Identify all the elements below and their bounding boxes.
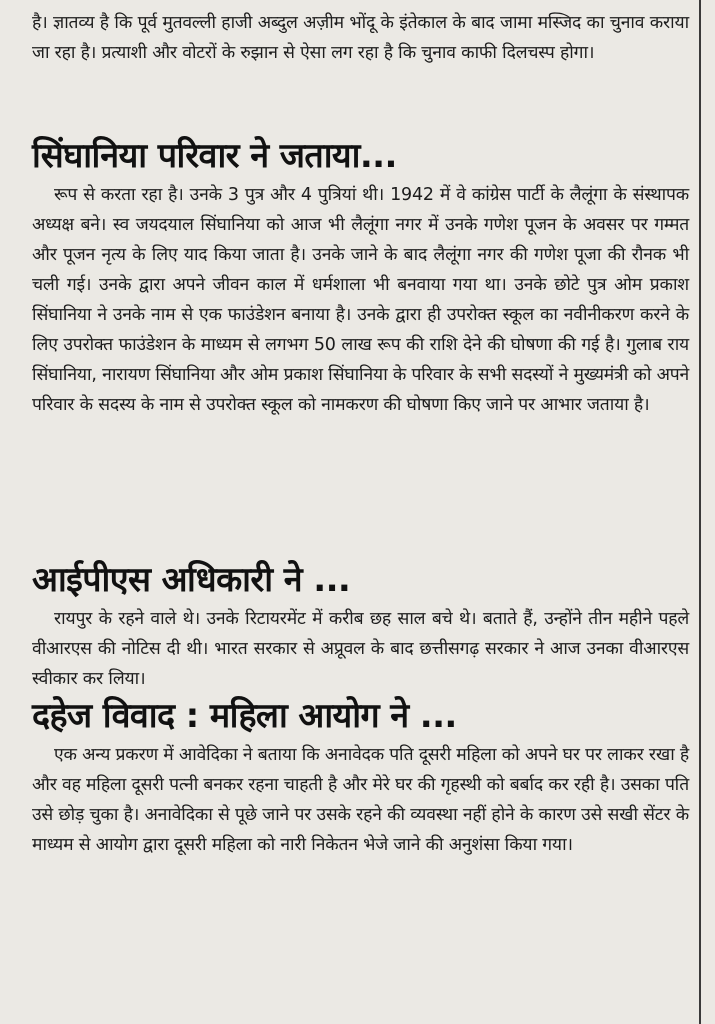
article-body: रूप से करता रहा है। उनके 3 पुत्र और 4 पुत्रियां थी। 1942 में वे कांग्रेस पार्टी के लैलूंगा के संस्थापक अध्यक्ष बने। स्व जयदयाल सिंघानिया को आज भी लैलूंगा नगर में उनके गणेश पूजन के अवसर पर गम्मत और पूजन नृत्य के लिए याद किया जाता है। उनके जाने के बाद लैलूंगा नगर की गणेश पूजा की रौनक भी चली गई। उनके द्वारा अपने जीवन काल में धर्मशाला भी बनवाया गया था। उनके छोटे पुत्र ओम प्रकाश सिंघानिया ने उनके नाम से एक फाउंडेशन बनाया है। उनके द्वारा ही उपरोक्त स्कूल का नवीनीकरण करने के लिए उपरोक्त फाउंडेशन के माध्यम से लगभग 50 लाख रूप की राशि देने की घोषणा की गई है। गुलाब राय सिंघानिया, नारायण सिंघानिया और ओम प्रकाश सिंघानिया के परिवार के सभी सदस्यों ने मुख्यमंत्री को अपने परिवार के सदस्य के नाम से उपरोक्त स्कूल को नामकरण की घोषणा किए जाने पर आभार जताया है। bbox=[32, 185, 689, 415]
article-headline: आईपीएस अधिकारी ने ... bbox=[32, 560, 351, 600]
article-headline: सिंघानिया परिवार ने जताया... bbox=[32, 136, 397, 176]
article-body: एक अन्य प्रकरण में आवेदिका ने बताया कि अनावेदक पति दूसरी महिला को अपने घर पर लाकर रखा है और वह महिला दूसरी पत्नी बनकर रहना चाहती है और मेरे घर की गृहस्थी को बर्बाद कर रही है। उसका पति उसे छोड़ चुका है। अनावेदिका से पूछे जाने पर उसके रहने की व्यवस्था नहीं होने के कारण उसे सखी सेंटर के माध्यम से आयोग द्वारा दूसरी महिला को नारी निकेतन भेजे जाने की अनुशंसा किया गया। bbox=[32, 745, 689, 855]
article-headline: दहेज विवाद : महिला आयोग ने ... bbox=[32, 696, 457, 736]
article-ips-officer bbox=[32, 556, 689, 690]
article-body: है। ज्ञातव्य है कि पूर्व मुतवल्ली हाजी अब्दुल अज़ीम भोंदू के इंतेकाल के बाद जामा मस्जिद का चुनाव कराया जा रहा है। प्रत्याशी और वोटरों के रुझान से ऐसा लग रहा है कि चुनाव काफी दिलचस्प होगा। bbox=[32, 13, 689, 63]
article-singhania-family bbox=[32, 132, 689, 554]
article-jama-masjid-election bbox=[32, 8, 689, 130]
article-dowry-dispute bbox=[32, 692, 689, 932]
article-body: रायपुर के रहने वाले थे। उनके रिटायरमेंट में करीब छह साल बचे थे। बताते हैं, उन्होंने तीन महीने पहले वीआरएस की नोटिस दी थी। भारत सरकार से अप्रूवल के बाद छत्तीसगढ़ सरकार ने आज उनका वीआरएस स्वीकार कर लिया। bbox=[32, 609, 689, 689]
column-divider-rule bbox=[699, 0, 701, 1024]
